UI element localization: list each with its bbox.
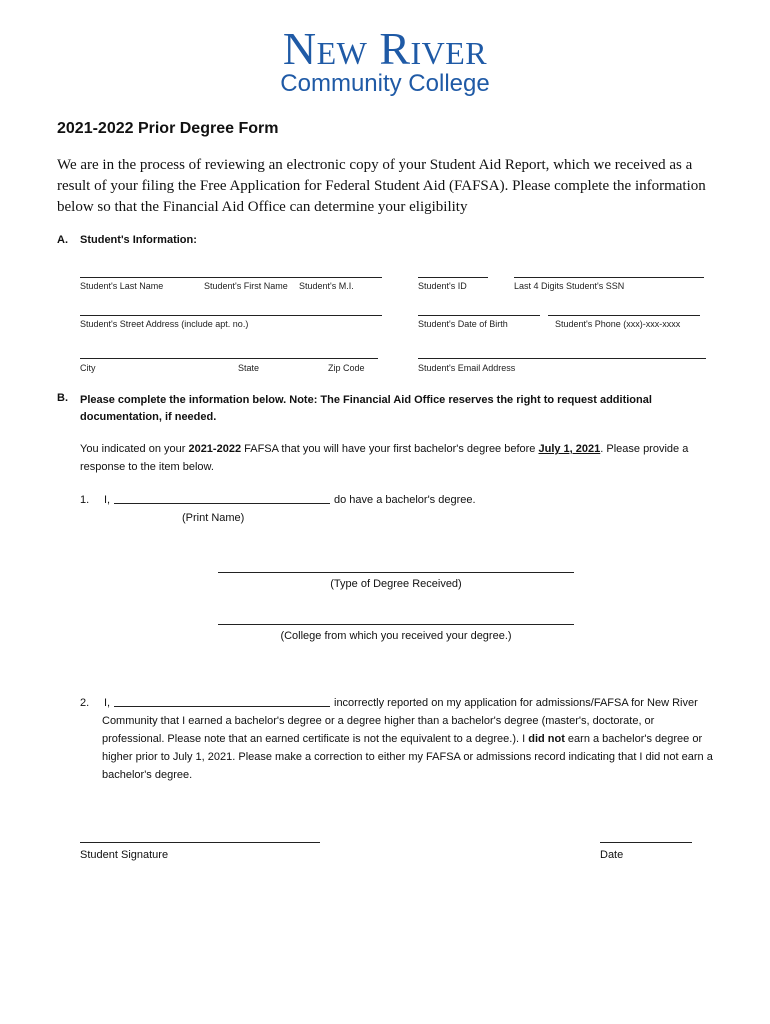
city-label: City	[80, 363, 96, 373]
print-name-label: (Print Name)	[182, 512, 245, 524]
phone-line[interactable]	[548, 315, 700, 316]
item1-number: 1.	[80, 494, 90, 506]
student-id-label: Student's ID	[418, 281, 467, 291]
first-name-label: Student's First Name	[204, 281, 288, 291]
last-name-label: Student's Last Name	[80, 281, 164, 291]
item2-text-b: earn a bachelor's degree or higher prior to July 1, 2021. Please make a correction to either my FAFSA or admissions record indicating that I did not earn a bachelor's degree.	[102, 733, 713, 781]
p1-text-a: You indicated on your	[80, 443, 189, 455]
item2-did-not: did not	[528, 733, 565, 745]
item1-suffix: do have a bachelor's degree.	[334, 494, 476, 506]
college-logo-subname: Community College	[280, 70, 490, 97]
email-line[interactable]	[418, 358, 706, 359]
name-line[interactable]	[80, 277, 382, 278]
p1-date: July 1, 2021	[538, 443, 601, 455]
item1-prefix: I,	[104, 494, 111, 506]
item2-paragraph	[102, 694, 714, 784]
p1-text-c: . Please provide a response to the item below.	[80, 443, 689, 473]
section-a-marker: A.	[57, 234, 68, 246]
signature-line[interactable]	[80, 842, 320, 843]
college-line[interactable]	[218, 624, 574, 625]
degree-label: (Type of Degree Received)	[330, 578, 462, 590]
ssn-line[interactable]	[514, 277, 704, 278]
degree-line[interactable]	[218, 572, 574, 573]
dob-line[interactable]	[418, 315, 540, 316]
item2-number: 2.	[80, 697, 90, 709]
p1-text-b: FAFSA that you will have your first bachelor's degree before	[241, 443, 539, 455]
section-b-marker: B.	[57, 392, 68, 404]
zip-label: Zip Code	[328, 363, 365, 373]
ssn-label: Last 4 Digits Student's SSN	[514, 281, 625, 291]
dob-label: Student's Date of Birth	[418, 319, 508, 329]
date-line[interactable]	[600, 842, 692, 843]
item2-prefix: I,	[104, 697, 111, 709]
email-label: Student's Email Address	[418, 363, 516, 373]
student-signature-label: Student Signature	[80, 849, 169, 861]
section-a-heading: Student's Information:	[80, 234, 197, 246]
section-b-paragraph	[80, 440, 720, 476]
date-label: Date	[600, 849, 624, 861]
mi-label: Student's M.I.	[299, 281, 354, 291]
city-state-zip-line[interactable]	[80, 358, 378, 359]
college-logo-name: New River	[282, 23, 488, 74]
state-label: State	[238, 363, 260, 373]
student-id-line[interactable]	[418, 277, 488, 278]
form-title: 2021-2022 Prior Degree Form	[57, 120, 279, 137]
p1-year: 2021-2022	[188, 443, 242, 455]
item1-name-line[interactable]	[114, 503, 330, 504]
phone-label: Student's Phone (xxx)-xxx-xxxx	[555, 319, 681, 329]
section-b-heading: Please complete the information below. Note: The Financial Aid Office reserves the right to request additional documentation, if needed.	[80, 394, 652, 423]
item2-text-a: incorrectly reported on my application for admissions/FAFSA for New River Community that I earned a bachelor's degree or a degree higher than a bachelor's degree (master's, doctorate, or professional. Please note that an earned certificate is not the equivalent to a degree.). I	[102, 697, 698, 745]
intro-paragraph: We are in the process of reviewing an electronic copy of your Student Aid Report, which we received as a result of your filing the Free Application for Federal Student Aid (FAFSA). Please complete the information below so that the Financial Aid Office can determine your eligibility	[57, 157, 706, 215]
address-label: Student's Street Address (include apt. no.)	[80, 319, 249, 329]
college-label: (College from which you received your degree.)	[280, 630, 512, 642]
address-line[interactable]	[80, 315, 382, 316]
